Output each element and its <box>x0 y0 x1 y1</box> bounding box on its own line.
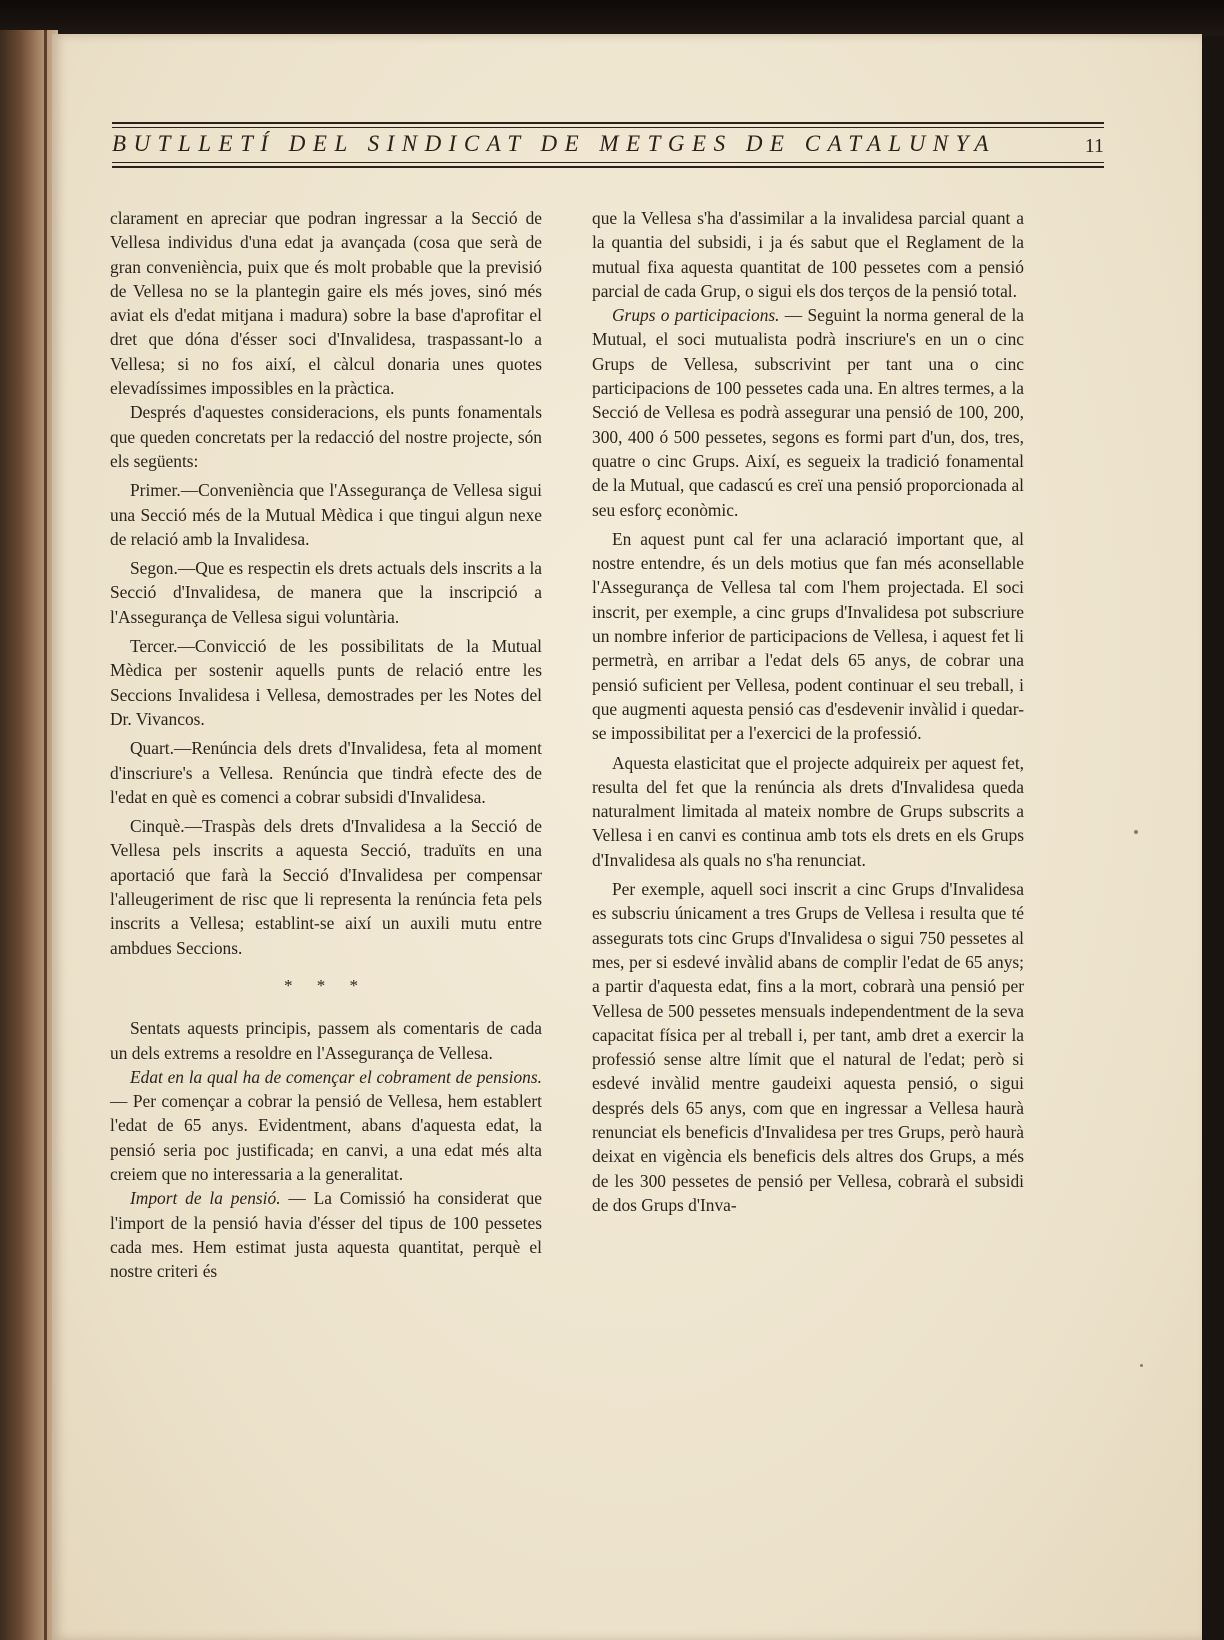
scan-background <box>0 0 1224 36</box>
point-tercer: Tercer.—Convicció de les possibilitats de la Mutual Mèdica per sostenir aquells punts de relació entre les Seccions Invalidesa i Vellesa, demostrades per les Notes del Dr. Vivancos. <box>110 636 542 729</box>
paragraph: que la Vellesa s'ha d'assimilar a la invalidesa parcial quant a la quantia del subsidi, i ja és sabut que el Reglament de la mutual fixa aquesta quantitat de 100 pessetes com a pensió parcial de cada Grup, o sigui els dos terços de la pensió total. <box>592 208 1024 301</box>
book-binding <box>0 30 58 1640</box>
header-rule-top <box>112 122 1104 124</box>
section-amount <box>110 1186 542 1283</box>
section-groups <box>592 303 1024 522</box>
header-rule-top-thin <box>112 127 1104 128</box>
document-page <box>52 34 1202 1640</box>
section-heading: Edat en la qual ha de començar el cobrament de pensions. <box>130 1066 542 1087</box>
point-primer: Primer.—Conveniència que l'Assegurança de Vellesa sigui una Secció més de la Mutual Mèdica i que tingui algun nexe de relació amb la Invalidesa. <box>110 480 542 549</box>
paragraph: Per exemple, aquell soci inscrit a cinc Grups d'Invalidesa es subscriu únicament a tres Grups de Vellesa i resulta que té assegurats tots cinc Grups d'Invalidesa o sigui 750 pessetes al mes, per si esdevé invàlid abans de complir l'edat de 65 anys; a partir d'aquesta edat, fins a la mort, cobrarà una pensió per Vellesa de 500 pessetes mensuals independentment de la seva capacitat física per al treball i, per tant, amb dret a exercir la professió sense altre límit que el natural de l'edat; però si esdevé invàlid mentre gaudeixi aquesta pensió, o sigui després dels 65 anys, com que en ingressar a Vellesa haurà renunciat els beneficis d'Invalidesa per tres Grups, però haurà deixat en vigència els beneficis dels altres dos Grups, a més de les 300 pessetes de pensió per Vellesa, cobrarà el subsidi de dos Grups d'Inva- <box>592 879 1024 1215</box>
header-rule-bottom-thin <box>112 162 1104 163</box>
paper-speck <box>1140 1364 1143 1367</box>
page-number: 11 <box>1084 135 1104 157</box>
right-column <box>592 206 1024 1217</box>
header-rule-bottom <box>112 166 1104 168</box>
section-body: — Per començar a cobrar la pensió de Vellesa, hem establert l'edat de 65 anys. Evidentment, abans d'aquesta edat, la pensió seria poc justificada; en canvi, a una edat més alta creiem que no interessaria a la generalitat. <box>110 1091 542 1184</box>
paragraph: En aquest punt cal fer una aclaració important que, al nostre entendre, és un dels motius que fan més aconsellable l'Assegurança de Vellesa tal com l'hem projectada. El soci inscrit, per exemple, a cinc grups d'Invalidesa pot subscriure un nombre inferior de participacions de Vellesa, i aquest fet li permetrà, en arribar a l'edat dels 65 anys, de cobrar una pensió suficient per Vellesa, podent continuar el seu treball, i que augmenti aquesta pensió cas d'esdevenir invàlid i quedar-se impossibilitat per a l'exercici de la professió. <box>592 528 1024 744</box>
paragraph: Després d'aquestes consideracions, els punts fonamentals que queden concretats per la redacció del nostre projecte, són els següents: <box>110 402 542 471</box>
section-age <box>110 1065 542 1186</box>
journal-title: BUTLLETÍ DEL SINDICAT DE METGES DE CATALUNYA <box>112 131 996 156</box>
section-body: — Seguint la norma general de la Mutual, el soci mutualista podrà inscriure's en un o cinc Grups de Vellesa, subscrivint per tant una o cinc participacions de 100 pessetes cada una. En altres termes, a la Secció de Vellesa es podrà assegurar una pensió de 100, 200, 300, 400 ó 500 pessetes, segons es formi part d'un, dos, tres, quatre o cinc Grups. Així, es segueix la tradició fonamental de la Mutual, que cadascú es creï una pensió proporcionada al seu esforç econòmic. <box>592 305 1025 520</box>
section-heading: Import de la pensió. <box>130 1188 281 1209</box>
section-separator: * * * <box>284 975 368 995</box>
section-body: — La Comissió ha considerat que l'import de la pensió havia d'ésser del tipus de 100 pessetes cada mes. Hem estimat justa aquesta quantitat, perquè el nostre criteri és <box>110 1188 542 1282</box>
paper-speck <box>1134 830 1138 834</box>
paragraph: clarament en apreciar que podran ingressar a la Secció de Vellesa individus d'una edat ja avançada (cosa que serà de gran conveniència, puix que és molt probable que la previsió de Vellesa no se la plantegin gaire els més joves, sinó més aviat els d'edat mitjana i madura) sobre la base d'aprofitar el dret que dóna d'ésser soci d'Invalidesa, traspassant-lo a Vellesa; si no fos així, el càlcul donaria unes quotes elevadíssimes impossibles en la pràctica. <box>110 208 542 399</box>
point-quart: Quart.—Renúncia dels drets d'Invalidesa, feta al moment d'inscriure's a Vellesa. Renúncia que tindrà efecte des de l'edat en què es comenci a cobrar subsidi d'Invalidesa. <box>110 738 542 807</box>
page-header <box>112 92 1104 172</box>
binding-edge <box>44 30 47 1640</box>
left-column <box>110 206 542 1283</box>
point-cinque: Cinquè.—Traspàs dels drets d'Invalidesa a la Secció de Vellesa pels inscrits a aquesta Secció, traduïts en una aportació que farà la Secció d'Invalidesa per compensar l'alleugeriment de risc que li representa la renúncia feta pels inscrits a Vellesa; establint-se així un auxili mutu entre ambdues Seccions. <box>110 816 542 958</box>
paragraph: Aquesta elasticitat que el projecte adquireix per aquest fet, resulta del fet que la renúncia als drets d'Invalidesa queda naturalment limitada al mateix nombre de Grups subscrits a Vellesa i en canvi es continua amb tots els drets en els Grups d'Invalidesa als quals no s'ha renunciat. <box>592 752 1024 870</box>
section-heading: Grups o participacions. <box>612 305 780 326</box>
point-segon: Segon.—Que es respectin els drets actuals dels inscrits a la Secció d'Invalidesa, de manera que la inscripció a l'Assegurança de Vellesa sigui voluntària. <box>110 558 542 627</box>
paragraph: Sentats aquests principis, passem als comentaris de cada un dels extrems a resoldre en l'Assegurança de Vellesa. <box>110 1018 542 1063</box>
